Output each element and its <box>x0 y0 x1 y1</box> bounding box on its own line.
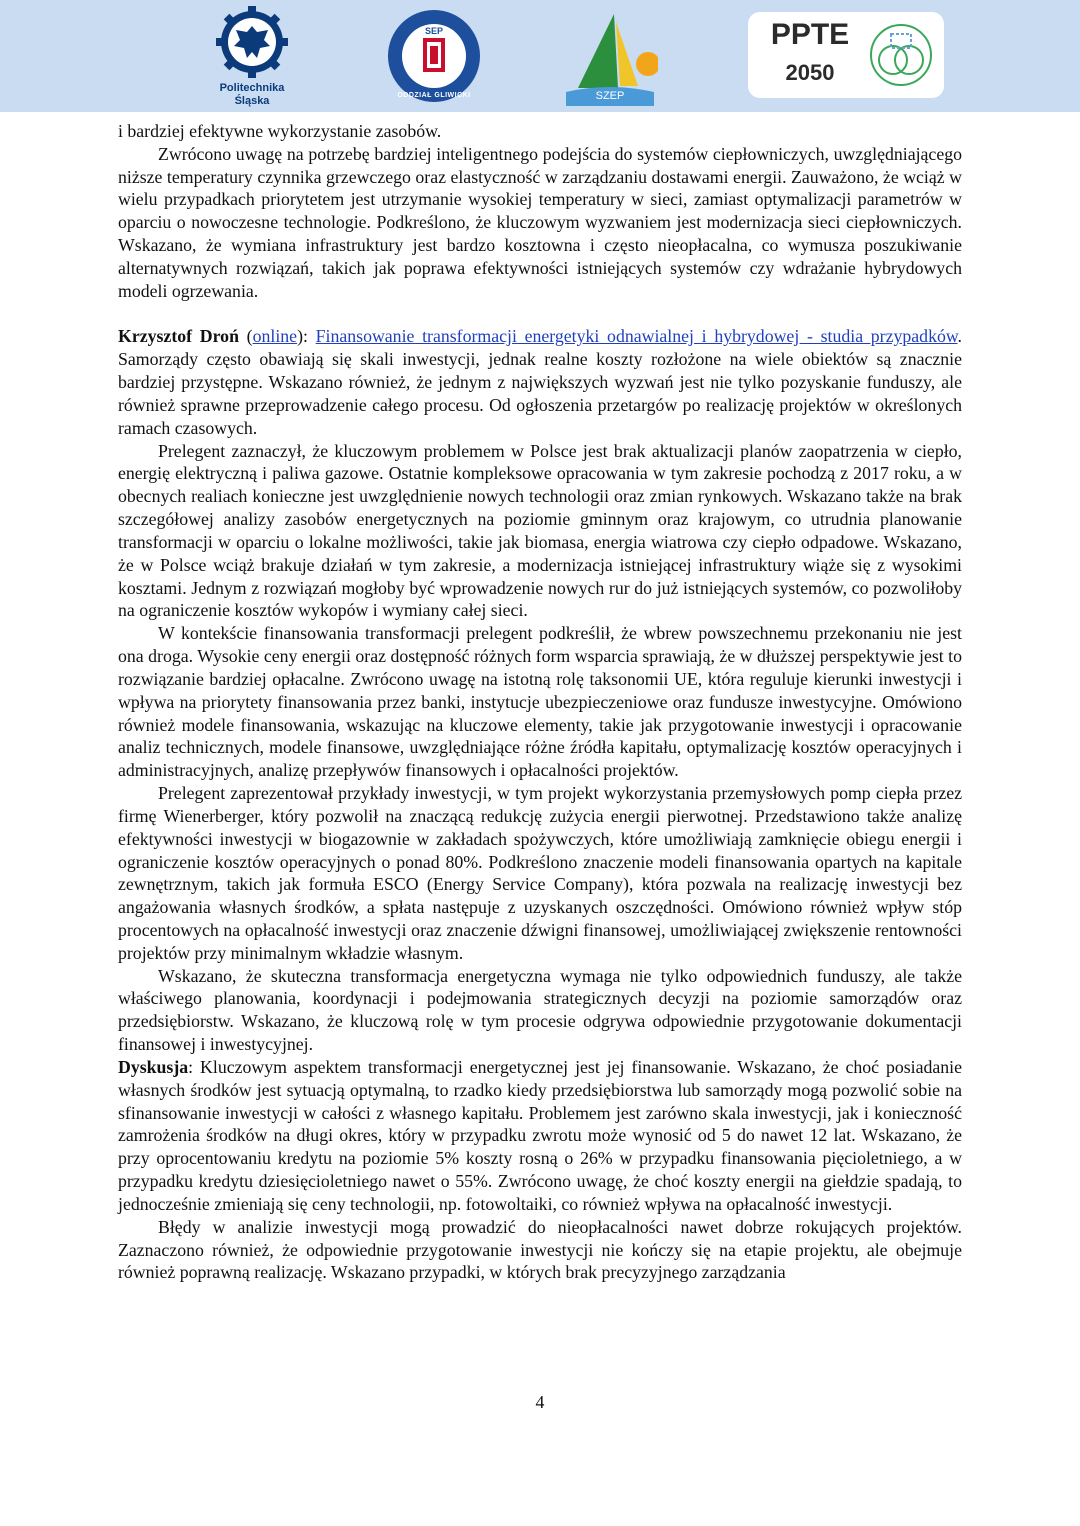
polsl-logo-line2: Śląska <box>234 95 270 107</box>
ppte-logo <box>748 12 944 98</box>
polsl-logo-line1: Politechnika <box>219 82 285 94</box>
header-banner <box>0 0 1080 112</box>
paragraph-discussion <box>118 1056 962 1216</box>
eagle-emblem-icon <box>210 4 294 78</box>
polsl-logo <box>210 4 294 108</box>
paragraph-speaker-intro <box>118 325 962 439</box>
speaker-name: Krzysztof Droń <box>118 326 239 347</box>
sep-logo-inner-text: SEP <box>424 26 443 36</box>
paragraph-district-heating: Zwrócono uwagę na potrzebę bardziej inteligentnego podejścia do systemów ciepłowniczych, uwzględniającego niższe temperatury czynnika grzewczego oraz elastyczność w zarządzaniu dostawami energii. Zauważono, że wciąż w wielu przypadkach priorytetem jest utrzymanie wysokiej temperatury w sieci, zamiast optymalizacji parametrów w oparciu o nowoczesne technologie. Podkreślono, że kluczowym wyzwaniem jest modernizacja sieci ciepłowniczych. Wskazano, że wymiana infrastruktury jest bardzo kosztowna i często nieopłacalna, co wymusza poszukiwanie alternatywnych rozwiązań, takich jak poprawa efektywności istniejących systemów czy wdrażanie hybrydowych modeli ogrzewania. <box>118 143 962 301</box>
sep-seal-icon <box>386 8 482 104</box>
szep-logo-label: SZEP <box>595 90 625 102</box>
paragraph-financing: W kontekście finansowania transformacji prelegent podkreślił, że wbrew powszechnemu przekonaniu nie jest ona droga. Wysokie ceny energii oraz dostępność różnych form wsparcia sprawiają, że w dłuższej perspektywie jest to rozwiązanie bardziej opłacalne. Zwrócono uwagę na istotną rolę taksonomii UE, która reguluje kierunki inwestycji i wpływa na priorytety finansowania przez banki, instytucje ubezpieczeniowe oraz fundusze inwestycyjne. Omówiono również modele finansowania, wskazując na kluczowe elementy, takie jak przygotowanie inwestycji i opracowanie analiz technicznych, modele finansowe, uwzględniające różne źródła kapitału, optymalizację kosztów operacyjnych i administracyjnych, analizę przepływów finansowych i opłacalności projektów. <box>118 623 962 781</box>
discussion-label: Dyskusja <box>118 1056 189 1077</box>
paragraph-continuation: i bardziej efektywne wykorzystanie zasobów. <box>118 121 442 141</box>
speaker-paren-open: ( <box>238 326 253 347</box>
paragraph-conclusion: Wskazano, że skuteczna transformacja energetyczna wymaga nie tylko odpowiednich funduszy, ale także właściwego planowania, koordynacji i podejmowania strategicznych decyzji na poziomie samorządów oraz przedsiębiorstw. Wskazano, że kluczową rolę w tym procesie odgrywa odpowiednie przygotowanie dokumentacji finansowej i inwestycyjnej. <box>118 965 962 1055</box>
szep-logo <box>562 8 658 106</box>
paragraph-errors: Błędy w analizie inwestycji mogą prowadzić do nieopłacalności nawet dobrze rokujących projektów. Zaznaczono również, że odpowiednie przygotowanie inwestycji nie kończy się na etapie projektu, ale obejmuje również poprawną realizację. Wskazano przypadki, w których brak precyzyjnego zarządzania <box>118 1216 962 1283</box>
paragraph-examples: Prelegent zaprezentował przykłady inwestycji, w tym projekt wykorzystania przemysłowych pomp ciepła przez firmę Wienerberger, który pozwolił na znaczącą redukcję zużycia energii pierwotnej. Przedstawiono także analizę efektywności inwestycji w biogazownie w zakładach spożywczych, które umożliwiają zamknięcie obiegu energii i ograniczenie kosztów operacyjnych o ponad 80%. Podkreślono znaczenie modeli finansowania opartych na kapitale zewnętrznym, takich jak formuła ESCO (Energy Service Company), która pozwala na realizację inwestycji bez angażowania własnych środków, a spłata następuje z uzyskanych oszczędności. Omówiono również wpływ stóp procentowych na opłacalność inwestycji oraz znaczenie dźwigni finansowej, umożliwiającej zwiększenie rentowności projektów przy minimalnym wkładzie własnym. <box>118 783 962 963</box>
sep-logo-outer-text: ODDZIAŁ GLIWICKI <box>397 92 471 99</box>
speaker-summary: . Samorządy często obawiają się skali inwestycji, jednak realne koszty rozłożone na wiele obiektów są znacznie bardziej przystępne. Wskazano również, że jednym z największych wyzwań jest nie tylko pozyskanie funduszy, ale również sprawne przeprowadzenie całego procesu. Od ogłoszenia przetargów po realizację projektów w określonych ramach czasowych. <box>118 326 962 438</box>
online-link[interactable]: online <box>252 326 298 347</box>
ppte-logo-line2: 2050 <box>785 60 835 85</box>
presentation-title-link[interactable]: Finansowanie transformacji energetyki odnawialnej i hybrydowej - studia przypadków <box>315 326 958 347</box>
speaker-paren-close: ): <box>297 326 316 347</box>
document-body <box>118 120 962 1284</box>
ppte-mark-icon <box>866 20 936 90</box>
ppte-logo-line1: PPTE <box>770 18 850 51</box>
sep-logo <box>386 8 482 104</box>
discussion-text: : Kluczowym aspektem transformacji energetycznej jest jej finansowanie. Wskazano, że choć posiadanie własnych środków jest sytuacją optymalną, to rzadko kiedy przedsiębiorstwa lub samorządy mogą pozwolić sobie na sfinansowanie inwestycji w całości z własnego kapitału. Problemem jest zarówno skala inwestycji, jak i konieczność zamrożenia środków na długi okres, który w przypadku zwrotu może wynosić od 5 do nawet 12 lat. Wskazano, że przy oprocentowaniu kredytu na poziomie 5% koszty rosną o 26% w przypadku finansowania pięcioletniego, a w przypadku kredytu dziesięcioletniego nawet o 55%. Zwrócono uwagę, że choć koszty energii na giełdzie spadają, to jednocześnie zmieniają się ceny technologii, np. fotowoltaiki, co również wpływa na opłacalność inwestycji. <box>118 1056 962 1214</box>
paragraph-planning: Prelegent zaznaczył, że kluczowym problemem w Polsce jest brak aktualizacji planów zaopatrzenia w ciepło, energię elektryczną i paliwa gazowe. Ostatnie kompleksowe opracowania w tym zakresie pochodzą z 2017 roku, a w obecnych realiach konieczne jest uwzględnienie nowych technologii oraz zmian rynkowych. Wskazano także na brak szczegółowej analizy zasobów energetycznych na poziomie gminnym oraz krajowym, co utrudnia planowanie transformacji w oparciu o lokalne możliwości, takie jak biomasa, energia wiatrowa czy ciepło odpadowe. Wskazano, że w Polsce wciąż brakuje działań w tym zakresie, a modernizacja istniejącej infrastruktury wiąże się z wysokimi kosztami. Jednym z rozwiązań mogłoby być wprowadzenie nowych rur do już istniejących systemów, co pozwoliłoby na ograniczenie kosztów wykopów i wymiany całej sieci. <box>118 440 962 621</box>
page-number: 4 <box>535 1392 545 1412</box>
